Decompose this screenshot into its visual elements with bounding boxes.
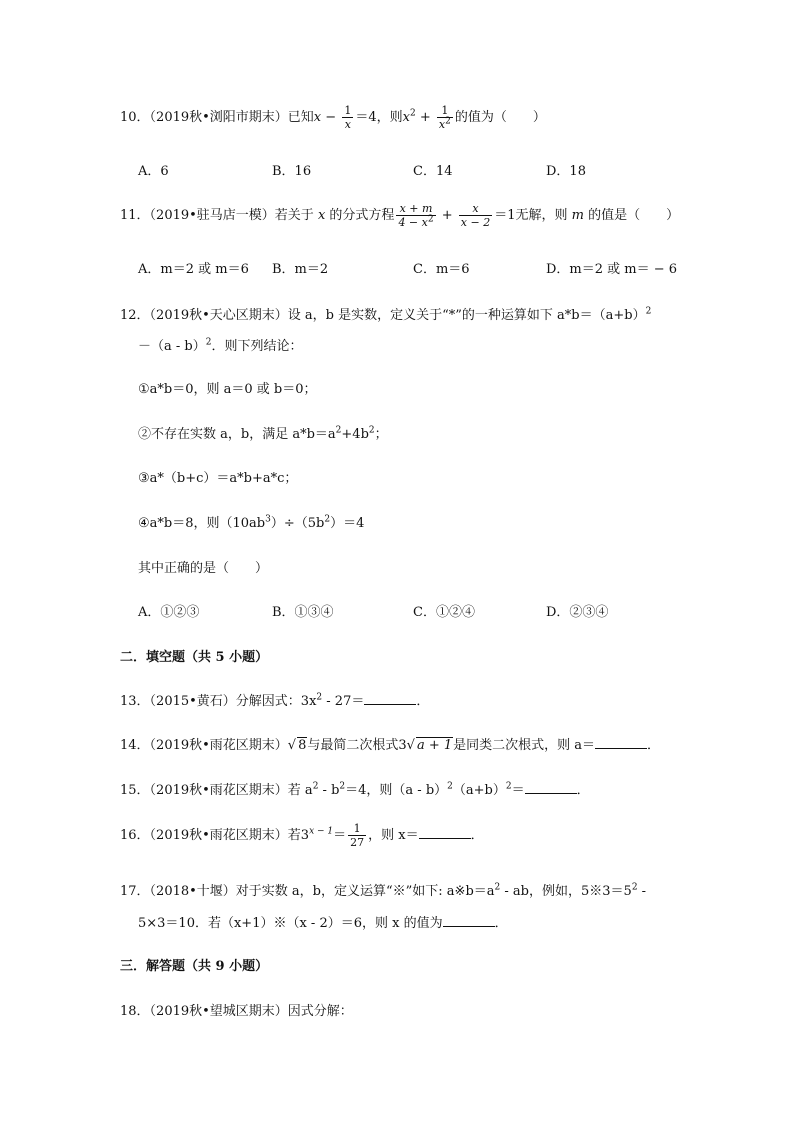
question-12-ask: 其中正确的是（ ） — [138, 561, 269, 576]
question-13: 13．（2015•黄石）分解因式：$3x^2 - 27=$ ． — [120, 692, 430, 709]
option-a: A．6 — [138, 164, 169, 179]
sqrt-icon: √ — [287, 738, 297, 753]
statement-3: ③a*（b+c）＝a*b+a*c； — [138, 471, 298, 486]
question-14: 14．（2019秋•雨花区期末）√ 8与最简二次根式3√ a + 1是同类二次根式，则 a＝ ． — [120, 738, 661, 753]
option-c: C．14 — [413, 164, 453, 179]
answer-blank[interactable] — [443, 914, 495, 927]
option-d: D．m＝2 或 m＝ − 6 — [546, 262, 678, 277]
option-c: C．m＝6 — [413, 262, 470, 277]
fraction: $\frac{1}{27}$ — [350, 822, 365, 849]
fraction: $\frac{x + m}{4 - x^2}$ — [398, 202, 434, 229]
fraction: $\frac{x}{x - 2}$ — [460, 202, 491, 229]
option-b: B．16 — [272, 164, 312, 179]
option-d: D．18 — [546, 164, 586, 179]
sqrt-icon: √ — [406, 738, 415, 753]
section-heading-solutions: 三．解答题（共 9 小题） — [120, 959, 269, 974]
statement-2: ②不存在实数 a，b，满足 $a*b=a^2+4b^2$； — [138, 425, 388, 442]
option-d: D．②③④ — [546, 605, 609, 620]
question-15: 15．（2019秋•雨花区期末）若 $a^2 - b^2=4$，则$(a - b)^2(a+b)^2=$ ． — [120, 781, 590, 798]
option-c: C．①②④ — [413, 605, 475, 620]
option-a: A．①②③ — [138, 605, 200, 620]
question-17-line2: 5×3＝10．若（x+1）※（x - 2）＝6，则 x 的值为 ． — [138, 916, 508, 931]
fraction: $\frac{1}{x}$ — [344, 104, 352, 131]
answer-blank[interactable] — [419, 826, 471, 839]
fraction: $\frac{1}{x^2}$ — [438, 104, 451, 131]
statement-1: ①a*b＝0，则 a＝0 或 b＝0； — [138, 382, 317, 397]
question-10: 10．（2019秋•浏阳市期末）已知x − $\frac{1}{x}$ ＝4，则$x^2$ + $\frac{1}{x^2}$ 的值为（ ） — [120, 104, 546, 131]
question-11: 11．（2019•驻马店一模）若关于 x 的分式方程 $\frac{x + m}{4 - x^2}$ + $\frac{x}{x - 2}$ ＝1无解，则 m 的值是（ ） — [120, 202, 680, 229]
answer-blank[interactable] — [595, 736, 647, 749]
question-17: 17．（2018•十堰）对于实数 a，b，定义运算“※”如下: $a※b=a^2$ - ab，例如，$5※3=5^2$ - — [120, 882, 647, 899]
question-16: 16．（2019秋•雨花区期末）若$3^{x - 1}=$ $\frac{1}{27}$ ，则 x＝ ． — [120, 822, 484, 849]
option-a: A．m＝2 或 m＝6 — [138, 262, 249, 277]
statement-4: ④a*b＝8，则$(10ab^3)\div(5b^2)=4$ — [138, 514, 365, 531]
option-b: B．m＝2 — [272, 262, 329, 277]
question-12: 12．（2019秋•天心区期末）设 a，b 是实数，定义关于“*”的一种运算如下 $a*b=(a+b)^2$ — [120, 306, 652, 323]
section-heading-fill-in: 二．填空题（共 5 小题） — [120, 650, 269, 665]
option-b: B．①③④ — [272, 605, 334, 620]
question-12-line2: －（a - b）$^2$．则下列结论： — [138, 337, 303, 354]
question-18: 18．（2019秋•望城区期末）因式分解： — [120, 1004, 353, 1019]
answer-blank[interactable] — [364, 692, 416, 705]
answer-blank[interactable] — [525, 781, 577, 794]
